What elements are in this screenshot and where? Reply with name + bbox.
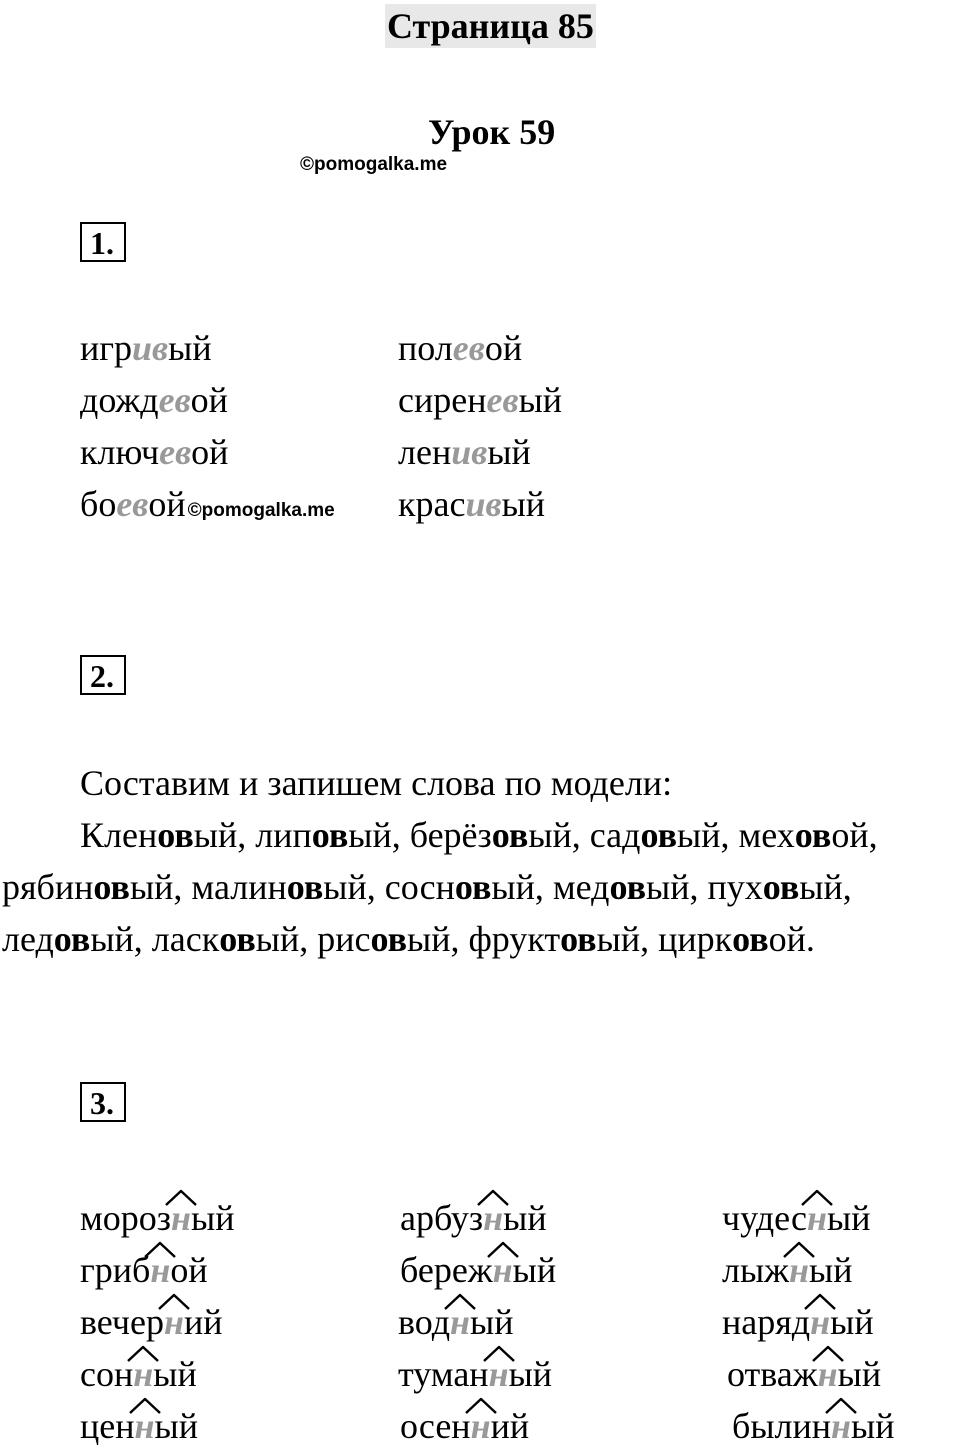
word-suffix: ов [762, 867, 800, 907]
watermark: ©pomogalka.me [187, 500, 335, 521]
word-stem: отваж [727, 1354, 818, 1394]
word-stem: цирк [658, 919, 733, 959]
suffix: н [134, 1406, 155, 1446]
word-ending: ый, [528, 815, 590, 855]
suffix-word [80, 1348, 197, 1400]
suffix: н [807, 1198, 828, 1238]
word-suffix: ов [609, 867, 647, 907]
word-ending: ый, [255, 919, 318, 959]
word-ending: ый, [596, 919, 659, 959]
word-stem: рис [317, 919, 371, 959]
word-stem: мед [552, 867, 610, 907]
suffix-with-mark [489, 1348, 509, 1400]
word-ending: ий [490, 1406, 530, 1446]
suffix-with-mark [150, 1244, 170, 1296]
suffix-with-mark [807, 1192, 827, 1244]
word-suffix: ов [454, 867, 492, 907]
word-suffix: ов [732, 919, 769, 959]
word-stem: Клен [80, 815, 158, 855]
suffix: н [133, 1354, 154, 1394]
word-ending: ый, [348, 815, 410, 855]
suffix: ив [451, 432, 488, 472]
word-ending: ой. [768, 919, 815, 959]
suffix-mark-icon [163, 1189, 199, 1207]
word-suffix: ов [157, 815, 194, 855]
word-suffix: ов [370, 919, 408, 959]
suffix-mark-icon [475, 1189, 511, 1207]
word-suffix: ов [53, 919, 91, 959]
task-number-2: 2. [80, 655, 126, 695]
word-ending: ый [827, 1198, 871, 1238]
task2-line-2 [2, 861, 852, 913]
word-stem: туман [398, 1354, 489, 1394]
suffix-with-mark [450, 1296, 470, 1348]
word-stem: берёз [409, 815, 492, 855]
word-stem: лыж [722, 1250, 790, 1290]
suffix-mark-icon [781, 1241, 817, 1259]
word-boevoj: боевой ©pomogalka.me [80, 484, 335, 524]
task-number-3: 3. [80, 1082, 126, 1122]
word-ending: ый [470, 1302, 514, 1342]
word-stem: сон [80, 1354, 134, 1394]
suffix-with-mark [483, 1192, 503, 1244]
suffix-word [722, 1192, 870, 1244]
word-stem: лип [255, 815, 312, 855]
word-suffix: ов [219, 919, 256, 959]
word-stem: рябин [2, 867, 94, 907]
word-ending: ый, [407, 919, 469, 959]
word-ending: ый [512, 1250, 557, 1290]
suffix: н [831, 1406, 851, 1446]
lesson-title: Урок 59 [428, 112, 556, 152]
suffix: н [483, 1198, 504, 1238]
suffix-with-mark [493, 1244, 513, 1296]
suffix: н [150, 1250, 171, 1290]
word-suffix: ов [93, 867, 130, 907]
suffix: н [163, 1302, 184, 1342]
word-ending: ый, [90, 919, 152, 959]
suffix-mark-icon [823, 1397, 859, 1415]
suffix: ив [132, 328, 169, 368]
suffix: н [488, 1354, 509, 1394]
word-dozhdevoj: дождевой [80, 380, 228, 420]
word-ending: ый, [646, 867, 708, 907]
word-ending: ий [183, 1302, 223, 1342]
task2-line-1 [80, 809, 878, 861]
suffix-word [80, 1244, 208, 1296]
suffix-with-mark [171, 1192, 191, 1244]
suffix-word [398, 1348, 552, 1400]
word-ending: ый, [129, 867, 192, 907]
suffix-with-mark [818, 1348, 838, 1400]
suffix-with-mark [831, 1400, 851, 1452]
suffix-word [400, 1192, 547, 1244]
word-ending: ый, [491, 867, 553, 907]
word-ending: ый [837, 1354, 882, 1394]
suffix-word [400, 1400, 529, 1452]
word-suffix: ов [311, 815, 349, 855]
suffix-with-mark [135, 1400, 155, 1452]
word-lenivyj: ленивый [398, 432, 531, 472]
suffix-mark-icon [442, 1293, 478, 1311]
word-stem: мех [738, 815, 795, 855]
word-ending: ый, [323, 867, 385, 907]
suffix-word [80, 1296, 222, 1348]
task2-intro: Составим и запишем слова по модели: [80, 763, 673, 803]
word-stem: вечер [80, 1302, 164, 1342]
word-suffix: ов [794, 815, 832, 855]
suffix-mark-icon [481, 1345, 517, 1363]
word-igrivyj: игривый [80, 328, 212, 368]
word-ending: ый [153, 1354, 197, 1394]
suffix-with-mark [133, 1348, 153, 1400]
word-stem: наряд [722, 1302, 811, 1342]
page-title: Страница 85 [387, 6, 594, 46]
word-stem: вод [398, 1302, 451, 1342]
word-ending: ой [170, 1250, 208, 1290]
suffix-mark-icon [485, 1241, 521, 1259]
suffix-word [722, 1296, 874, 1348]
suffix-mark-icon [156, 1293, 192, 1311]
suffix-with-mark [789, 1244, 809, 1296]
suffix-word [722, 1244, 852, 1296]
suffix-mark-icon [810, 1345, 846, 1363]
task2-line-3 [2, 913, 815, 965]
word-suffix: ов [560, 919, 597, 959]
word-suffix: ов [640, 815, 678, 855]
word-stem: ласк [151, 919, 220, 959]
suffix-mark-icon [799, 1189, 835, 1207]
word-suffix: ов [491, 815, 529, 855]
word-stem: цен [80, 1406, 135, 1446]
word-ending: ый [851, 1406, 895, 1446]
suffix-mark-icon [802, 1293, 838, 1311]
word-ending: ой, [831, 815, 878, 855]
suffix-with-mark [810, 1296, 830, 1348]
suffix: ев [116, 484, 149, 524]
suffix-mark-icon [127, 1397, 163, 1415]
suffix-mark-icon [125, 1345, 161, 1363]
suffix: н [789, 1250, 810, 1290]
suffix-mark-icon [463, 1397, 499, 1415]
word-stem: осен [400, 1406, 471, 1446]
suffix: н [171, 1198, 192, 1238]
word-ending: ый [154, 1406, 198, 1446]
task-number-1: 1. [80, 222, 126, 262]
word-ending: ый [830, 1302, 874, 1342]
word-stem: сосн [384, 867, 455, 907]
word-ending: ый [508, 1354, 553, 1394]
word-ending: ый [503, 1198, 547, 1238]
suffix-mark-icon [142, 1241, 178, 1259]
suffix-word [732, 1400, 894, 1452]
word-stem: сад [589, 815, 641, 855]
suffix: н [450, 1302, 471, 1342]
word-stem: арбуз [400, 1198, 484, 1238]
word-stem: пух [707, 867, 763, 907]
suffix: ев [159, 432, 192, 472]
suffix-word [727, 1348, 881, 1400]
word-stem: гриб [80, 1250, 151, 1290]
word-krasivyj: красивый [398, 484, 546, 524]
word-klyuchevoj: ключевой [80, 432, 229, 472]
suffix: н [817, 1354, 838, 1394]
suffix-with-mark [471, 1400, 491, 1452]
suffix-word [400, 1244, 556, 1296]
word-stem: мороз [80, 1198, 172, 1238]
word-stem: фрукт [468, 919, 561, 959]
suffix-word [80, 1192, 234, 1244]
word-stem: береж [400, 1250, 493, 1290]
word-stem: былин [732, 1406, 831, 1446]
word-stem: лед [2, 919, 54, 959]
suffix-word [398, 1296, 513, 1348]
word-suffix: ов [286, 867, 324, 907]
suffix: ев [452, 328, 485, 368]
suffix-with-mark [164, 1296, 184, 1348]
word-polevoj: полевой [398, 328, 523, 368]
word-ending: ый, [677, 815, 739, 855]
word-ending: ый [191, 1198, 235, 1238]
watermark: ©pomogalka.me [300, 154, 448, 175]
word-ending: ый [809, 1250, 853, 1290]
suffix: н [810, 1302, 831, 1342]
word-stem: чудес [722, 1198, 808, 1238]
suffix: ев [486, 380, 519, 420]
word-ending: ый, [193, 815, 256, 855]
suffix: ев [158, 380, 191, 420]
suffix: н [492, 1250, 513, 1290]
suffix-word [80, 1400, 198, 1452]
word-sirenevyj: сиреневый [398, 380, 563, 420]
word-stem: малин [191, 867, 287, 907]
word-ending: ый, [799, 867, 852, 907]
suffix: ив [465, 484, 502, 524]
suffix: н [470, 1406, 491, 1446]
